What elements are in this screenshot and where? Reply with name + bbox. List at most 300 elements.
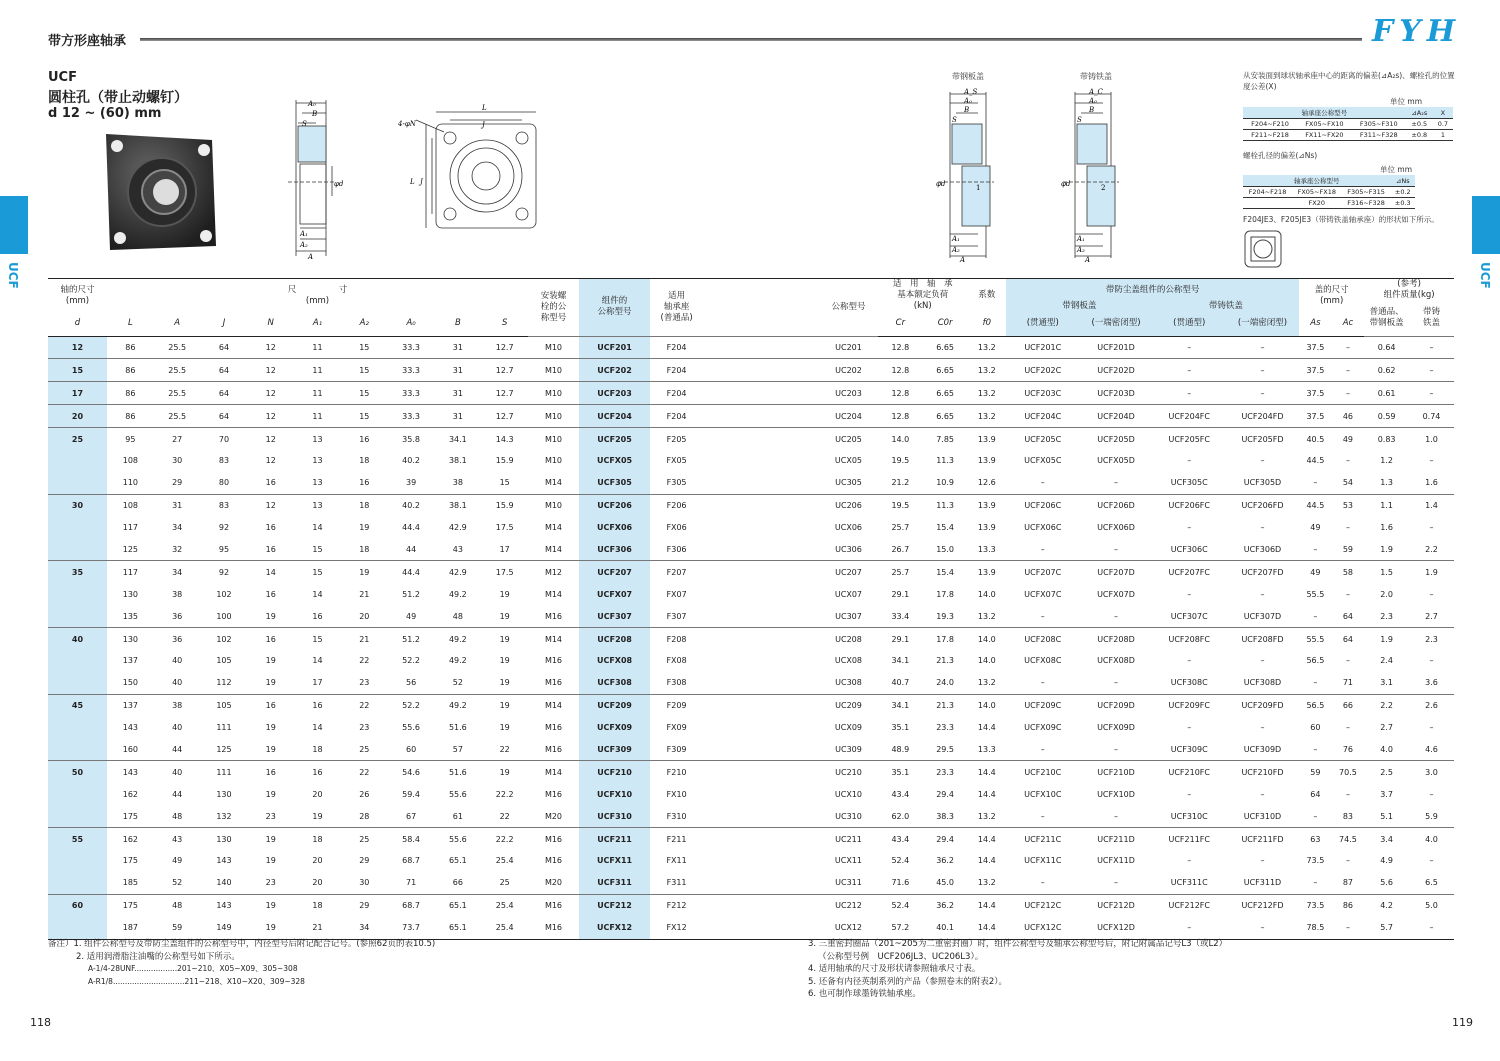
cell-n: 16 <box>247 628 294 650</box>
cell-d <box>48 717 107 739</box>
cell-s: 22.2 <box>495 789 514 799</box>
th-s: S <box>481 312 528 336</box>
cell-ac: – <box>1332 359 1365 382</box>
cell-d: 20 <box>48 405 107 428</box>
cell-ac: 49 <box>1332 428 1365 450</box>
cell-cd: UCF309D <box>1243 744 1282 754</box>
cell-l: 187 <box>107 917 154 939</box>
cell-as: – <box>1313 811 1318 821</box>
cell-f0: 14.4 <box>977 856 996 866</box>
cell-spacer <box>703 828 819 850</box>
cell-housing: F305 <box>666 478 687 488</box>
cell-b: 34.1 <box>434 428 481 450</box>
bolt-hole-table <box>1243 175 1415 209</box>
cell-sd: UCF206D <box>1079 494 1152 516</box>
cell-a0: 59.4 <box>402 789 420 799</box>
cell-n: 16 <box>247 761 294 783</box>
cell-cd: UCF209FD <box>1226 694 1299 716</box>
cell-l: 130 <box>122 589 139 599</box>
table-row <box>48 917 1454 939</box>
cell-as: 73.5 <box>1299 894 1332 916</box>
cell-housing: FX08 <box>666 656 687 666</box>
cell-l: 86 <box>107 382 154 405</box>
cell-bolt: M14 <box>544 478 563 488</box>
cell-m1: 1.5 <box>1364 561 1409 583</box>
tol-cell: F204~F210 <box>1243 119 1297 130</box>
cell-sc: – <box>1040 478 1045 488</box>
cell-c0r: 7.85 <box>923 428 968 450</box>
cell-j: 112 <box>216 678 232 688</box>
cell-l: 108 <box>122 456 139 466</box>
cell-sd: UCF208D <box>1079 628 1152 650</box>
th-j: J <box>201 312 248 336</box>
dimension-range: d 12 ~ (60) mm <box>48 106 162 121</box>
cell-cr: 43.4 <box>878 828 923 850</box>
cell-cr: 12.8 <box>878 336 923 359</box>
cell-ac: 70.5 <box>1332 761 1365 783</box>
cell-cd: – <box>1260 656 1265 666</box>
th-b: B <box>434 312 481 336</box>
cell-unit: UCF309 <box>579 739 650 761</box>
cell-cd: – <box>1260 589 1265 599</box>
table-row <box>48 494 1454 516</box>
cell-c0r: 29.4 <box>923 828 968 850</box>
cell-housing: F308 <box>666 678 687 688</box>
page-number-left: 118 <box>30 1016 51 1029</box>
cell-m2: – <box>1429 856 1434 866</box>
cell-a: 31 <box>154 494 201 516</box>
cell-housing: FX05 <box>666 456 687 466</box>
cell-c0r: 21.3 <box>923 694 968 716</box>
cell-a1: 13 <box>312 478 323 488</box>
cell-sc: UCFX05C <box>1024 456 1062 466</box>
cell-c0r: 24.0 <box>936 678 955 688</box>
cell-n: 12 <box>247 405 294 428</box>
cell-m2: – <box>1429 523 1434 533</box>
cell-s: 14.3 <box>481 428 528 450</box>
cell-l: 86 <box>107 336 154 359</box>
cell-d: 15 <box>48 359 107 382</box>
cell-a: 43 <box>154 828 201 850</box>
th-d: d <box>48 312 107 336</box>
table-row <box>48 717 1454 739</box>
cell-ac: – <box>1345 723 1350 733</box>
th-bearing-no: 公称型号 <box>831 301 866 312</box>
cell-cd: – <box>1226 382 1299 405</box>
cell-c0r: 29.5 <box>936 744 955 754</box>
cell-s: 22 <box>499 811 510 821</box>
cell-cc: UCF307C <box>1170 611 1208 621</box>
cell-n: 19 <box>247 917 294 939</box>
cell-j: 64 <box>201 405 248 428</box>
cell-m1: 2.7 <box>1380 723 1393 733</box>
cell-d <box>48 850 107 872</box>
cell-bolt: M16 <box>544 744 563 754</box>
cell-j: 105 <box>216 656 232 666</box>
cell-ac: 58 <box>1332 561 1365 583</box>
cell-sc: – <box>1040 811 1045 821</box>
table-row <box>48 872 1454 894</box>
tolerance-table <box>1243 107 1453 141</box>
cell-c0r: 23.3 <box>936 723 955 733</box>
cell-spacer <box>703 894 819 916</box>
cell-a1: 16 <box>294 694 341 716</box>
cell-as: 37.5 <box>1299 359 1332 382</box>
cell-cd: – <box>1260 789 1265 799</box>
cell-c0r: 6.65 <box>923 359 968 382</box>
cell-bearing: UC308 <box>835 678 862 688</box>
cell-cr: 57.2 <box>878 917 923 939</box>
notes-right <box>808 938 1468 1001</box>
bolt-cell <box>1243 198 1292 209</box>
cell-bolt: M20 <box>544 878 563 888</box>
cell-as: 63 <box>1299 828 1332 850</box>
cell-a0: 68.7 <box>388 894 435 916</box>
cell-d <box>48 605 107 627</box>
cell-bearing: UC310 <box>835 811 862 821</box>
cell-as: 64 <box>1310 789 1321 799</box>
cell-cc: – <box>1187 656 1192 666</box>
cell-sc: UCF204C <box>1006 405 1079 428</box>
cell-f0: 14.0 <box>968 694 1007 716</box>
cell-bearing: UC307 <box>835 611 862 621</box>
cell-cd: UCF206FD <box>1226 494 1299 516</box>
cell-m2: – <box>1409 336 1454 359</box>
cell-cr: 35.1 <box>878 761 923 783</box>
cell-cr: 26.7 <box>891 544 910 554</box>
side-tab-left-label: UCF <box>6 262 20 289</box>
cell-m1: 0.64 <box>1364 336 1409 359</box>
th-housing: 适用 轴承座 (普通品) <box>660 290 693 323</box>
cell-sd: UCFX09D <box>1097 723 1135 733</box>
cell-m1: 4.2 <box>1364 894 1409 916</box>
cell-unit: UCF209 <box>579 694 650 716</box>
th-a1: A₁ <box>294 312 341 336</box>
cell-s: 12.7 <box>481 382 528 405</box>
cell-ac: 46 <box>1332 405 1365 428</box>
cell-housing: F206 <box>650 494 703 516</box>
cell-d <box>48 805 107 827</box>
cell-cc: – <box>1153 359 1226 382</box>
cell-a2: 25 <box>341 828 388 850</box>
cast-cover-drawing <box>1055 86 1125 264</box>
cell-ac: 66 <box>1332 694 1365 716</box>
cell-c0r: 17.8 <box>936 589 955 599</box>
cell-d <box>48 517 107 539</box>
label-a1-cast: A₁ <box>1077 235 1085 243</box>
cell-a: 32 <box>172 544 183 554</box>
label-a-steel: A <box>960 256 966 264</box>
cell-sc: UCF209C <box>1006 694 1079 716</box>
cell-housing: F204 <box>650 336 703 359</box>
cell-n: 19 <box>265 611 276 621</box>
cell-a: 48 <box>154 894 201 916</box>
table-row <box>48 605 1454 627</box>
cell-a0: 68.7 <box>402 856 420 866</box>
cell-a0: 67 <box>405 811 417 821</box>
cell-cr: 40.7 <box>891 678 910 688</box>
cell-s: 19 <box>481 694 528 716</box>
cell-d: 17 <box>48 382 107 405</box>
cell-m1: 1.1 <box>1364 494 1409 516</box>
cell-ac: – <box>1345 789 1350 799</box>
cell-as: 73.5 <box>1306 856 1325 866</box>
cell-m2: 4.6 <box>1425 744 1438 754</box>
cell-m1: 1.2 <box>1380 456 1393 466</box>
cell-f0: 14.4 <box>968 761 1007 783</box>
cell-bolt: M16 <box>544 611 563 621</box>
cell-unit: UCFX12 <box>579 917 650 939</box>
cell-sc: – <box>1040 611 1045 621</box>
th-factor: 系数 <box>978 290 996 300</box>
cell-sd: UCF201D <box>1079 336 1152 359</box>
label-a2-cast: A₂ <box>1077 246 1085 254</box>
tolerance-intro: 从安装面到球状轴承座中心的距离的偏差(⊿A₂s)、螺栓孔的位置度公差(X) <box>1243 71 1455 91</box>
cell-a: 44 <box>172 744 183 754</box>
cell-d <box>48 583 107 605</box>
cell-bolt: M14 <box>528 628 579 650</box>
cell-sc: UCFX07C <box>1024 589 1062 599</box>
cell-housing: F212 <box>650 894 703 916</box>
cell-spacer <box>703 850 819 872</box>
cell-unit: UCF306 <box>579 539 650 561</box>
label-a1: A₁ <box>300 230 308 238</box>
cell-a: 44 <box>172 789 183 799</box>
cell-m1: 0.83 <box>1364 428 1409 450</box>
cell-cd: UCF212FD <box>1226 894 1299 916</box>
cell-d <box>48 472 107 494</box>
cell-m1: 2.2 <box>1364 694 1409 716</box>
cell-s: 19 <box>499 678 510 688</box>
cell-m2: 1.4 <box>1409 494 1454 516</box>
cell-b: 49.2 <box>448 589 467 599</box>
th-n: N <box>247 312 294 336</box>
note-line: A-1/4-28UNF..................201~210、X05~X09、305~308 <box>88 964 298 973</box>
cell-a2: 18 <box>341 494 388 516</box>
cell-housing: FX06 <box>666 523 687 533</box>
cell-sc: UCF206C <box>1006 494 1079 516</box>
cell-a1: 13 <box>294 494 341 516</box>
cell-b: 49.2 <box>448 656 467 666</box>
cell-f0: 13.3 <box>977 544 996 554</box>
cell-a1: 20 <box>312 789 323 799</box>
cell-a2: 23 <box>359 678 370 688</box>
th-ac: Ac <box>1332 312 1365 336</box>
cell-sd: UCFX06D <box>1097 523 1135 533</box>
cell-a: 48 <box>172 811 183 821</box>
cell-n: 19 <box>265 656 276 666</box>
bolt-hole-unit: 单位 mm <box>1380 165 1412 174</box>
cell-unit: UCF210 <box>579 761 650 783</box>
cell-unit: UCFX05 <box>579 450 650 472</box>
cell-l: 117 <box>122 523 139 533</box>
cell-cd: UCF307D <box>1243 611 1282 621</box>
cell-f0: 13.2 <box>977 811 996 821</box>
cell-as: 56.5 <box>1299 694 1332 716</box>
cell-housing: FX09 <box>666 723 687 733</box>
cell-housing: F306 <box>666 544 687 554</box>
housing-shape-icon <box>1243 229 1283 269</box>
label-b-steel: B <box>964 106 970 114</box>
label-l-side: L <box>410 178 415 186</box>
cell-d: 45 <box>48 694 107 716</box>
cell-as: 37.5 <box>1299 405 1332 428</box>
table-row <box>48 650 1454 672</box>
table-row <box>48 694 1454 716</box>
cell-bolt: M16 <box>544 723 563 733</box>
cell-sc: UCFX11C <box>1024 856 1062 866</box>
product-photo <box>100 130 220 255</box>
cell-sd: – <box>1114 478 1118 488</box>
cell-bolt: M14 <box>544 589 563 599</box>
cell-cc: UCF211FC <box>1153 828 1226 850</box>
cell-cr: 12.8 <box>878 405 923 428</box>
tol-cell: FX05~FX10 <box>1297 119 1352 130</box>
cell-s: 25 <box>499 878 510 888</box>
table-row <box>48 761 1454 783</box>
cell-cd: UCF305D <box>1243 478 1282 488</box>
cell-b: 55.6 <box>434 828 481 850</box>
bolt-hole-intro: 螺栓孔径的偏差(⊿Ns) <box>1243 151 1318 160</box>
cell-sd: UCFX10D <box>1097 789 1135 799</box>
cell-sd: UCF212D <box>1079 894 1152 916</box>
bolt-head-housing: 轴承座公称型号 <box>1243 175 1391 187</box>
bolt-head-ns: ⊿Ns <box>1391 175 1415 187</box>
cell-cr: 14.0 <box>878 428 923 450</box>
cell-a1: 11 <box>294 405 341 428</box>
label-phid: φd <box>334 180 344 188</box>
cell-cc: UCF205FC <box>1153 428 1226 450</box>
cell-housing: F209 <box>650 694 703 716</box>
cell-f0: 13.2 <box>968 382 1007 405</box>
cell-l: 175 <box>107 894 154 916</box>
cell-spacer <box>703 561 819 583</box>
cell-unit: UCF308 <box>579 672 650 694</box>
cell-bearing: UC212 <box>819 894 878 916</box>
cell-sc: UCF203C <box>1006 382 1079 405</box>
th-bolt: 安装螺 栓的公 称型号 <box>540 290 567 323</box>
note-line: 6. 也可制作球墨铸铁轴承座。 <box>808 989 921 999</box>
cell-m2: 1.9 <box>1409 561 1454 583</box>
cell-cr: 25.7 <box>891 523 910 533</box>
cell-a0: 44 <box>405 544 417 554</box>
cell-j: 64 <box>201 359 248 382</box>
cell-c0r: 38.3 <box>936 811 955 821</box>
cell-b: 66 <box>452 878 463 888</box>
label-a0-cast: A₀ <box>1089 97 1097 105</box>
cell-a: 25.5 <box>154 336 201 359</box>
cell-f0: 14.0 <box>977 656 996 666</box>
cell-bearing: UC311 <box>835 878 862 888</box>
cell-a1: 11 <box>294 359 341 382</box>
cell-c0r: 6.65 <box>923 405 968 428</box>
cell-housing: F210 <box>650 761 703 783</box>
cell-spacer <box>703 917 819 939</box>
table-row <box>48 828 1454 850</box>
cell-unit: UCFX08 <box>579 650 650 672</box>
cell-b: 31 <box>434 382 481 405</box>
cell-a: 38 <box>154 694 201 716</box>
label-as: A_S <box>964 88 978 96</box>
cell-l: 185 <box>122 878 139 888</box>
cell-bearing: UC211 <box>819 828 878 850</box>
cell-cr: 71.6 <box>891 878 910 888</box>
cell-sd: UCF209D <box>1079 694 1152 716</box>
cell-b: 52 <box>452 678 463 688</box>
cell-bolt: M16 <box>544 856 563 866</box>
th-cast-cover: 带铸铁盖 <box>1153 301 1299 312</box>
cell-m2: 1.0 <box>1409 428 1454 450</box>
cell-unit: UCFX10 <box>579 783 650 805</box>
tol-cell: FX11~FX20 <box>1297 130 1352 141</box>
cell-cc: UCF306C <box>1170 544 1208 554</box>
tol-cell: ±0.5 <box>1406 119 1433 130</box>
cell-a2: 18 <box>359 544 370 554</box>
cell-a2: 22 <box>359 656 370 666</box>
cell-a: 40 <box>172 656 183 666</box>
cell-cd: UCF310D <box>1243 811 1282 821</box>
cell-cc: UCF208FC <box>1153 628 1226 650</box>
cell-as: 44.5 <box>1306 456 1325 466</box>
cell-cr: 19.5 <box>891 456 910 466</box>
cell-cd: – <box>1260 723 1265 733</box>
cell-bearing: UC207 <box>819 561 878 583</box>
cell-as: 55.5 <box>1306 589 1325 599</box>
table-row <box>48 359 1454 382</box>
side-tab-right <box>1472 196 1500 254</box>
cell-s: 12.7 <box>481 336 528 359</box>
cell-unit: UCF211 <box>579 828 650 850</box>
cell-as: 44.5 <box>1299 494 1332 516</box>
cell-c0r: 11.3 <box>923 494 968 516</box>
cell-j: 102 <box>201 628 248 650</box>
cell-a0: 52.2 <box>388 694 435 716</box>
th-load-rating: 适 用 轴 承 基本额定负荷 (kN) <box>892 279 953 311</box>
cell-cd: – <box>1260 523 1265 533</box>
th-mass-std: 普通品、 带钢板盖 <box>1369 307 1404 329</box>
cell-f0: 13.9 <box>968 494 1007 516</box>
cell-spacer <box>703 450 819 472</box>
label-b: B <box>312 110 318 118</box>
cell-sc: UCF208C <box>1006 628 1079 650</box>
cell-f0: 13.9 <box>977 456 996 466</box>
cell-ac: – <box>1332 336 1365 359</box>
cell-spacer <box>703 539 819 561</box>
cell-f0: 14.4 <box>968 828 1007 850</box>
cell-l: 110 <box>122 478 139 488</box>
cell-as: – <box>1313 611 1318 621</box>
th-mass-cast: 带铸 铁盖 <box>1422 307 1440 329</box>
cell-l: 86 <box>107 359 154 382</box>
note-line: 2. 适用润滑脂注油嘴的公称型号如下所示。 <box>76 951 240 962</box>
cell-housing: FX11 <box>666 856 687 866</box>
header-title: 带方形座轴承 <box>48 34 127 49</box>
cell-a1: 14 <box>312 589 323 599</box>
cell-a: 40 <box>154 761 201 783</box>
cell-m2: – <box>1429 656 1434 666</box>
cell-a2: 29 <box>359 856 370 866</box>
cell-sc: – <box>1040 678 1045 688</box>
table-row <box>48 783 1454 805</box>
th-steel-cover: 带钢板盖 <box>1006 301 1152 312</box>
cell-unit: UCFX06 <box>579 517 650 539</box>
cell-as: 49 <box>1310 523 1321 533</box>
cell-d <box>48 450 107 472</box>
cell-cc: UCF212FC <box>1153 894 1226 916</box>
cell-cd: UCF306D <box>1243 544 1282 554</box>
cell-l: 137 <box>107 694 154 716</box>
cell-as: 37.5 <box>1299 336 1332 359</box>
